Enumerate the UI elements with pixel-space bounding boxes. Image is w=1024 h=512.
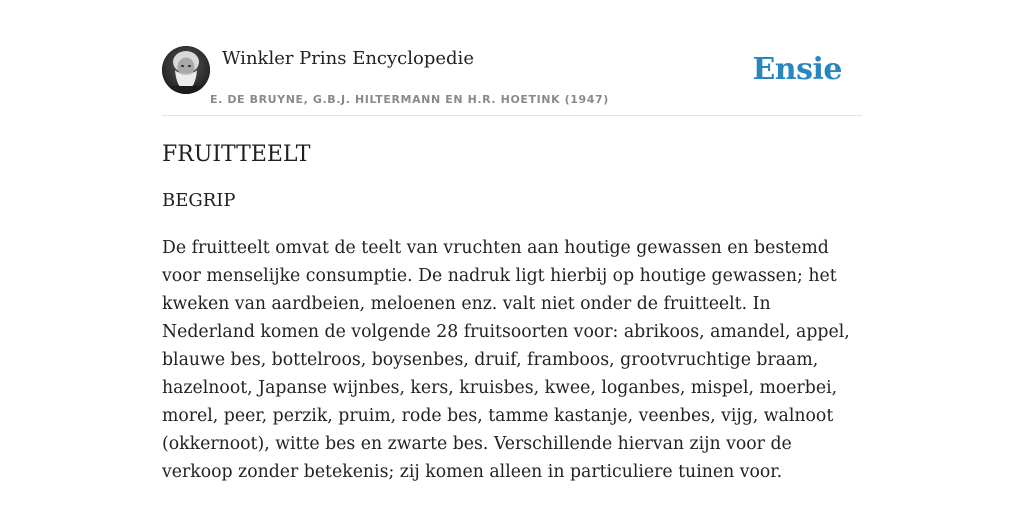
author-avatar[interactable] bbox=[162, 46, 210, 94]
author-portrait-icon bbox=[162, 46, 210, 94]
article-title: FRUITTEELT bbox=[162, 142, 311, 167]
article bbox=[162, 140, 862, 486]
section-heading: BEGRIP bbox=[162, 190, 236, 211]
ensie-logo-link[interactable]: Ensie bbox=[752, 52, 842, 87]
authors-line: E. DE BRUYNE, G.B.J. HILTERMANN EN H.R. HOETINK (1947) bbox=[210, 93, 609, 106]
header-divider bbox=[162, 115, 862, 116]
article-body: De fruitteelt omvat de teelt van vruchten aan houtige gewassen en bestemd voor menselijke consumptie. De nadruk ligt hierbij op houtige gewassen; het kweken van aardbeien, meloenen enz. valt niet onder de fruitteelt. In Nederland komen de volgende 28 fruitsoorten voor: abrikoos, amandel, appel, blauwe bes, bottelroos, boysenbes, druif, framboos, grootvruchtige braam, hazelnoot, Japanse wijnbes, kers, kruisbes, kwee, loganbes, mispel, moerbei, morel, peer, perzik, pruim, rode bes, tamme kastanje, veenbes, vijg, walnoot (okkernoot), witte bes en zwarte bes. Verschillende hiervan zijn voor de verkoop zonder betekenis; zij komen alleen in particuliere tuinen voor. bbox=[162, 238, 850, 482]
page-header bbox=[162, 46, 862, 116]
source-title[interactable]: Winkler Prins Encyclopedie bbox=[222, 48, 474, 69]
